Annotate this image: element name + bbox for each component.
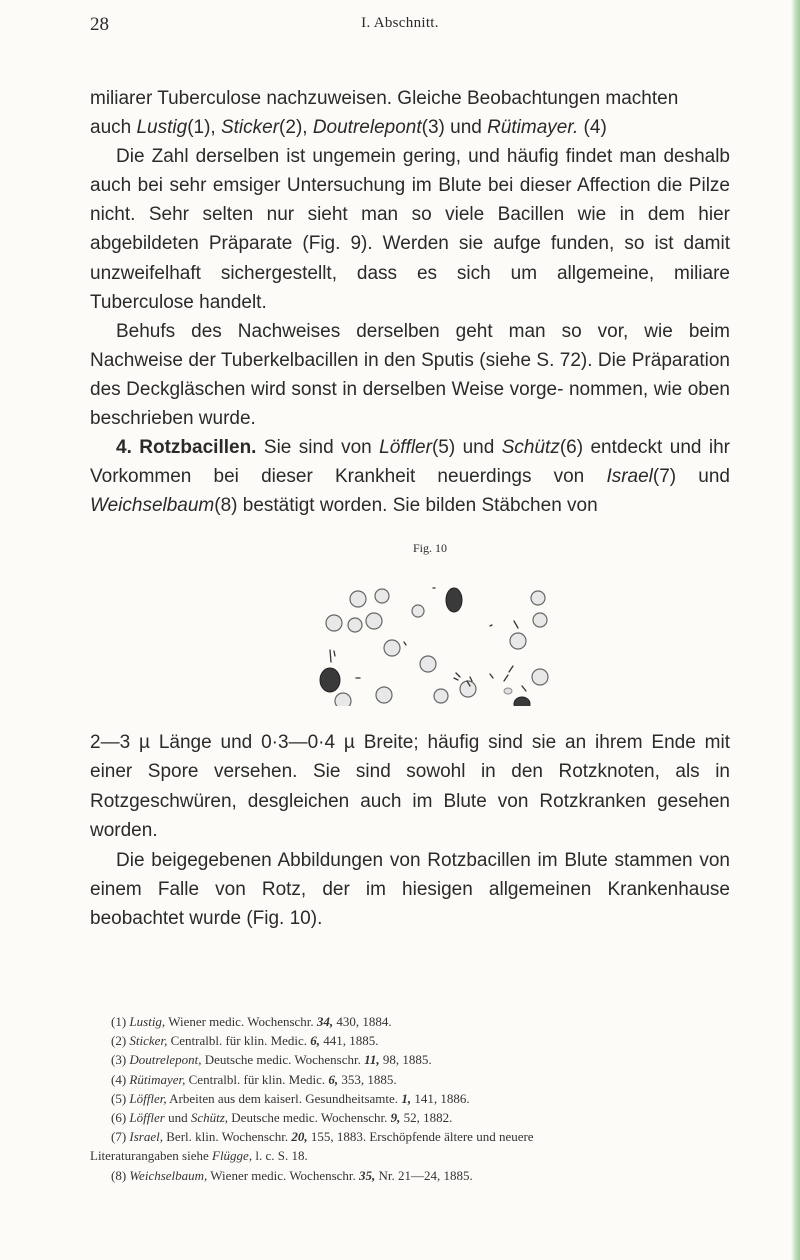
- p1-line1: miliarer Tuberculose nachzuweisen. Gleiche Beobachtungen machten: [90, 88, 679, 109]
- author-doutrelepont: Doutrelepont: [312, 117, 422, 139]
- blood-cells-illustration: [300, 541, 560, 706]
- author-weichselbaum: Weichselbaum: [90, 495, 215, 517]
- bacillus: [470, 677, 472, 681]
- leukocyte: [446, 588, 462, 612]
- footnotes: [90, 1012, 740, 1185]
- blood-cell: [504, 688, 512, 694]
- leukocyte: [514, 697, 530, 706]
- author-sticker: Sticker: [220, 117, 280, 139]
- paragraph-5: 2—3 µ Länge und 0·3—0·4 µ Breite; häufig sind sie an ihrem Ende mit einer Spore versehen. Sie sind sowohl in den Rotzknoten, als in Rotzgeschwüren, desgleichen auch im Blute von Rotzkranken gesehen worden.: [90, 732, 730, 842]
- bacillus: [504, 675, 508, 681]
- section-heading-rotzbacillen: 4. Rotzbacillen.: [116, 437, 257, 459]
- figure-caption: Fig. 10: [412, 541, 447, 555]
- blood-cell: [420, 656, 436, 672]
- paragraph-1: miliarer Tuberculose nachzuweisen. Gleiche Beobachtungen machten auch Lustig(1), Sticker(2), Doutrelepont(3) und Rütimayer. (4): [90, 88, 679, 139]
- paragraph-2: Die Zahl derselben ist ungemein gering, und häufig findet man deshalb auch bei sehr emsiger Untersuchung im Blute bei dieser Affection die Pilze nicht. Sehr selten nur sieht man so viele Bacillen wie in dem hier abgebildeten Präparate (Fig. 9). Werden sie aufge funden, so ist damit unzweifelhaft sichergestellt, dass es sich um allgemeine, miliare Tuberculose handelt.: [90, 146, 730, 313]
- page-edge-strip: [791, 0, 800, 1260]
- blood-cell: [350, 591, 366, 607]
- running-head: I. Abschnitt.: [361, 15, 439, 31]
- footnote-6: (6) Löffler und Schütz, Deutsche medic. Wochenschr. 9, 52, 1882.: [111, 1110, 453, 1126]
- blood-cell: [510, 633, 526, 649]
- bacillus: [330, 650, 331, 662]
- page-header: [90, 14, 710, 36]
- author-schuetz: Schütz: [501, 437, 560, 459]
- footnote-1: (1) Lustig, Wiener medic. Wochenschr. 34, 430, 1884.: [111, 1014, 392, 1029]
- blood-cell: [375, 589, 389, 603]
- footnote-2: (2) Sticker, Centralbl. für klin. Medic. 6, 441, 1885.: [111, 1033, 379, 1049]
- blood-cell: [376, 687, 392, 703]
- blood-cell: [531, 591, 545, 605]
- paragraph-4: 4. Rotzbacillen. Sie sind von Löffler(5) und Schütz(6) entdeckt und ihr Vorkommen bei dieser Krankheit neuerdings von Israel(7) und Weichselbaum(8) bestätigt worden. Sie bilden Stäbchen von: [90, 437, 730, 517]
- blood-cell: [366, 613, 382, 629]
- author-lustig: Lustig: [136, 117, 188, 139]
- main-text-lower: [90, 728, 730, 934]
- bacillus: [514, 621, 518, 628]
- author-rutimayer: Rütimayer.: [487, 117, 579, 139]
- blood-cell: [532, 669, 548, 685]
- paragraph-6: Die beigegebenen Abbildungen von Rotzbacillen im Blute stammen von einem Falle von Rotz, der im hiesigen allgemeinen Krankenhause beobachtet wurde (Fig. 10).: [90, 849, 730, 930]
- footnote-5: (5) Löffler, Arbeiten aus dem kaiserl. Gesundheitsamte. 1, 141, 1886.: [111, 1090, 470, 1106]
- blood-cell: [335, 693, 351, 706]
- bacillus: [454, 678, 458, 680]
- blood-cell: [412, 605, 424, 617]
- page-number: 28: [90, 14, 109, 35]
- bacillus: [456, 673, 460, 677]
- figure-10: [300, 541, 560, 706]
- paragraph-3: Behufs des Nachweises derselben geht man so vor, wie beim Nachweise der Tuberkelbacillen in den Sputis (siehe S. 72). Die Präparation des Deckgläschen wird sonst in derselben Weise vorge- nommen, wie oben beschrieben wurde.: [90, 320, 730, 430]
- footnote-4: (4) Rütimayer, Centralbl. für klin. Medic. 6, 353, 1885.: [111, 1071, 397, 1087]
- bacillus: [490, 625, 492, 626]
- leukocyte: [320, 668, 340, 692]
- footnote-7-continuation: Literaturangaben siehe Flügge, l. c. S. 18.: [90, 1148, 308, 1164]
- footnote-8: (8) Weichselbaum, Wiener medic. Wochenschr. 35, Nr. 21—24, 1885.: [111, 1167, 473, 1183]
- main-text-upper: [90, 84, 730, 520]
- footnote-7: (7) Israel, Berl. klin. Wochenschr. 20, 155, 1883. Erschöpfende ältere und neuere: [111, 1129, 534, 1145]
- blood-cell: [348, 618, 362, 632]
- blood-cell: [533, 613, 547, 627]
- bacillus: [509, 666, 513, 672]
- blood-cell: [384, 640, 400, 656]
- author-israel: Israel: [606, 466, 653, 488]
- bacillus: [522, 686, 526, 691]
- blood-cell: [434, 689, 448, 703]
- footnote-3: (3) Doutrelepont, Deutsche medic. Wochenschr. 11, 98, 1885.: [111, 1052, 432, 1068]
- author-loeffler: Löffler: [379, 437, 432, 459]
- bacillus: [334, 651, 335, 656]
- bacillus: [490, 674, 493, 678]
- bacillus: [404, 642, 406, 645]
- blood-cell: [326, 615, 342, 631]
